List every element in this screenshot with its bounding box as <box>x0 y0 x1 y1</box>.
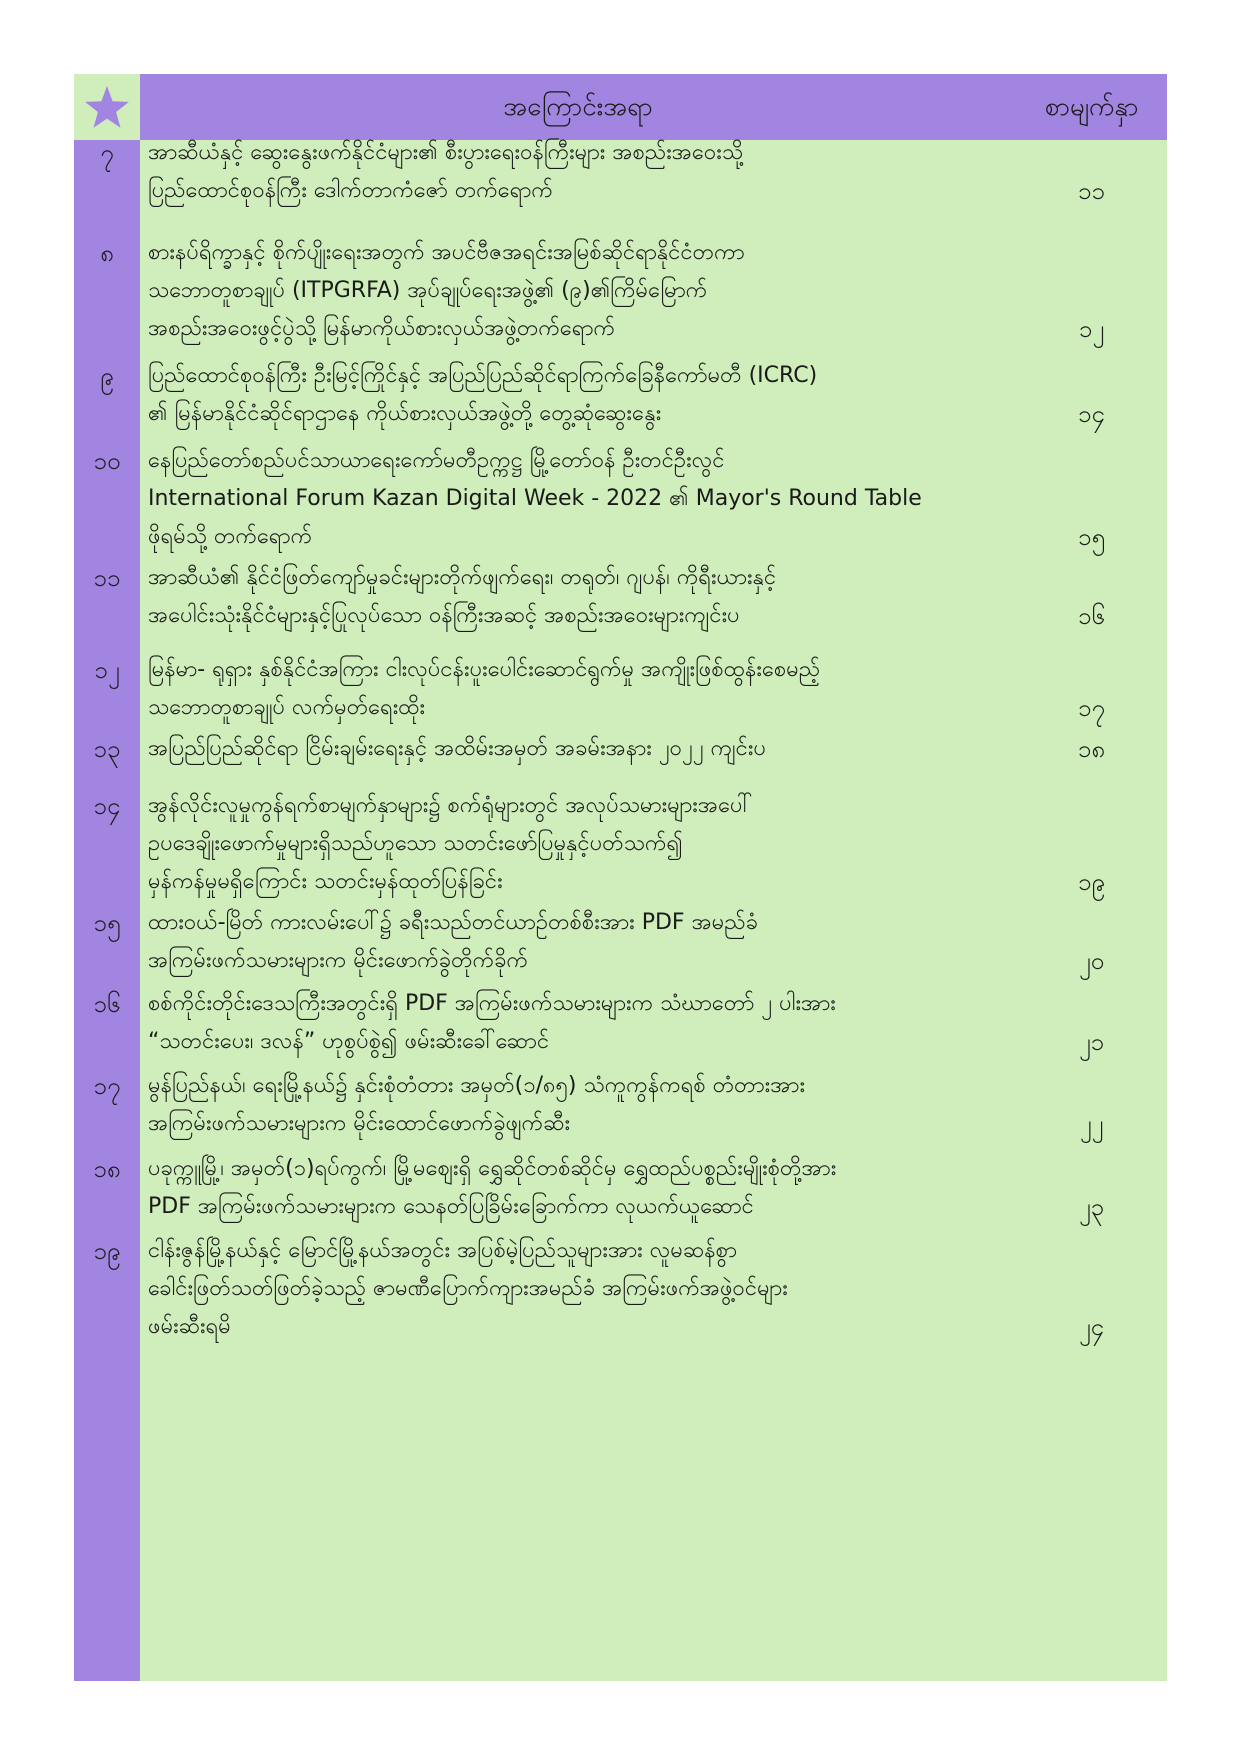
entry-title <box>148 787 1008 901</box>
entry-title-line: နေပြည်တော်စည်ပင်သာယာရေးကော်မတီဥက္ကဋ္ဌ မြို့တော်ဝန် ဦးတင်ဦးလွင် <box>148 448 725 473</box>
star-icon <box>84 85 130 129</box>
header-page-label: စာမျက်နှာ <box>1044 92 1139 122</box>
entry-title <box>148 730 1008 768</box>
entry-title-line: အပေါင်းသုံးနိုင်ငံများနှင့်ပြုလုပ်သော ဝန်ကြီးအဆင့် အစည်းအဝေးများကျင်းပ <box>148 603 740 628</box>
entry-page-number: ၁၈ <box>1077 735 1106 763</box>
star-cell <box>74 74 140 140</box>
entry-title-line: ၏ မြန်မာနိုင်ငံဆိုင်ရာဌာနေ ကိုယ်စားလှယ်အဖွဲ့တို့ တွေ့ဆုံဆွေးနွေး <box>148 401 662 426</box>
entry-title-line: အကြမ်းဖက်သမားများက မိုင်းဖောက်ခွဲတိုက်ခိုက် <box>148 948 529 973</box>
entry-title-line: သဘောတူစာချုပ် (ITPGRFA) အုပ်ချုပ်ရေးအဖွဲ့၏ (၉)၏ကြိမ်မြောက် <box>148 278 708 303</box>
entry-title-line: ဖမ်းဆီးရမိ <box>148 1314 231 1339</box>
entry-number: ၁၉ <box>93 1237 121 1265</box>
entry-number: ၁၄ <box>93 792 121 820</box>
entry-page-number: ၁၅ <box>1078 523 1105 551</box>
entry-number: ၁၅ <box>93 909 121 937</box>
entry-title-line: ခေါင်းဖြတ်သတ်ဖြတ်ခဲ့သည့် ဇာမဏီပြောက်ကျားအမည်ခံ အကြမ်းဖက်အဖွဲ့ဝင်များ <box>148 1276 788 1301</box>
entry-title-line: ဥပဒေချိုးဖောက်မှုများရှိသည်ဟူသော သတင်းဖော်ပြမှုနှင့်ပတ်သက်၍ <box>148 831 683 856</box>
entry-title-line: International Forum Kazan Digital Week - 2022 ၏ Mayor's Round Table <box>148 486 922 511</box>
entry-title-line: “သတင်းပေး၊ ဒလန်” ဟုစွပ်စွဲ၍ ဖမ်းဆီးခေါ်ဆောင် <box>148 1029 550 1054</box>
header-title: အကြောင်းအရာ <box>503 92 653 122</box>
entry-number: ၁၃ <box>93 735 121 763</box>
entry-title-line: PDF အကြမ်းဖက်သမားများက သေနတ်ပြခြိမ်းခြောက်ကာ လုယက်ယူဆောင် <box>148 1194 754 1219</box>
entry-number: ၁၈ <box>93 1155 121 1183</box>
entry-title-line: စားနပ်ရိက္ခာနှင့် စိုက်ပျိုးရေးအတွက် အပင်ဗီဇအရင်းအမြစ်ဆိုင်ရာနိုင်ငံတကာ <box>148 240 745 265</box>
entry-title <box>148 559 1008 635</box>
entry-page-number: ၁၄ <box>1078 400 1105 428</box>
toc-header <box>74 74 1167 140</box>
entry-title-line: စစ်ကိုင်းတိုင်းဒေသကြီးအတွင်းရှိ PDF အကြမ်းဖက်သမားများက သံဃာတော် ၂ ပါးအား <box>148 991 836 1016</box>
entry-title <box>148 985 1008 1061</box>
entry-title-line: ငါန်းဇွန်မြို့နယ်နှင့် မြောင်မြို့နယ်အတွင်း အပြစ်မဲ့ပြည်သူများအား လူမဆန်စွာ <box>148 1238 738 1263</box>
entry-number: ၉ <box>100 362 114 390</box>
entry-page-number: ၂၂ <box>1079 1110 1104 1138</box>
entry-page-number: ၂၄ <box>1078 1313 1105 1341</box>
entry-title-line: မှန်ကန်မှုမရှိကြောင်း သတင်းမှန်ထုတ်ပြန်ခြင်း <box>148 869 503 894</box>
entry-title-line: မြန်မာ- ရုရှား နှစ်နိုင်ငံအကြား ငါးလုပ်ငန်းပူးပေါင်းဆောင်ရွက်မှု အကျိုးဖြစ်ထွန်းစေမည့် <box>148 657 821 682</box>
entry-page-number: ၂၀ <box>1078 947 1105 975</box>
entry-title <box>148 904 1008 980</box>
entry-title <box>148 357 1008 433</box>
entry-title <box>148 1150 1008 1226</box>
entry-title-line: သဘောတူစာချုပ် လက်မှတ်ရေးထိုး <box>148 695 426 720</box>
entry-title <box>148 651 1008 727</box>
entry-title <box>148 234 1008 348</box>
entry-title-line: ပခုက္ကူမြို့၊ အမှတ်(၁)ရပ်ကွက်၊ မြို့မဈေးရှိ ရွှေဆိုင်တစ်ဆိုင်မှ ရွှေထည်ပစ္စည်းမျိုးစုံတို့အား <box>148 1156 837 1181</box>
entry-page-number: ၁၁ <box>1078 177 1105 205</box>
entry-title-line: ပြည်ထောင်စုဝန်ကြီး ဦးမြင့်ကြိုင်နှင့် အပြည်ပြည်ဆိုင်ရာကြက်ခြေနီကော်မတီ (ICRC) <box>148 363 818 388</box>
entry-page-number: ၂၁ <box>1078 1028 1105 1056</box>
entry-number: ၇ <box>100 139 114 167</box>
table-of-contents <box>74 74 1167 1681</box>
entry-title-line: အာဆီယံ၏ နိုင်ငံဖြတ်ကျော်မှုခင်းများတိုက်ဖျက်ရေး၊ တရုတ်၊ ဂျပန်၊ ကိုရီးယားနှင့် <box>148 565 777 590</box>
entry-page-number: ၁၇ <box>1078 694 1105 722</box>
entry-number: ၁၀ <box>93 447 121 475</box>
entry-page-number: ၂၃ <box>1078 1193 1105 1221</box>
entry-number: ၈ <box>100 239 114 267</box>
entry-title <box>148 442 1008 556</box>
entry-page-number: ၁၆ <box>1078 602 1105 630</box>
entry-page-number: ၁၂ <box>1078 315 1105 343</box>
entry-title-line: ပြည်ထောင်စုဝန်ကြီး ဒေါက်တာကံဇော် တက်ရောက် <box>148 178 553 203</box>
entry-title <box>148 1067 1008 1143</box>
entry-title-line: အစည်းအဝေးဖွင့်ပွဲသို့ မြန်မာကိုယ်စားလှယ်အဖွဲ့တက်ရောက် <box>148 316 616 341</box>
entry-title-line: အပြည်ပြည်ဆိုင်ရာ ငြိမ်းချမ်းရေးနှင့် အထိမ်းအမှတ် အခမ်းအနား ၂၀၂၂ ကျင်းပ <box>148 736 767 761</box>
entry-title <box>148 134 1008 210</box>
entry-title-line: မွန်ပြည်နယ်၊ ရေးမြို့နယ်၌ နှင်းစုံတံတား အမှတ်(၁/၈၅) သံကူကွန်ကရစ် တံတားအား <box>148 1073 806 1098</box>
entry-title-line: အကြမ်းဖက်သမားများက မိုင်းထောင်ဖောက်ခွဲဖျက်ဆီး <box>148 1111 571 1136</box>
entry-title-line: ဖိုရမ်သို့ တက်ရောက် <box>148 524 313 549</box>
entry-number: ၁၇ <box>93 1072 121 1100</box>
entry-title-line: အာဆီယံနှင့် ဆွေးနွေးဖက်နိုင်ငံများ၏ စီးပွားရေးဝန်ကြီးများ အစည်းအဝေးသို့ <box>148 140 744 165</box>
entry-title-line: အွန်လိုင်းလူမှုကွန်ရက်စာမျက်နှာများ၌ စက်ရုံများတွင် အလုပ်သမားများအပေါ် <box>148 793 753 818</box>
entry-title-line: ထားဝယ်-မြိတ် ကားလမ်းပေါ်၌ ခရီးသည်တင်ယာဉ်တစ်စီးအား PDF အမည်ခံ <box>148 910 758 935</box>
entry-number: ၁၁ <box>93 564 121 592</box>
entry-number: ၁၆ <box>93 990 121 1018</box>
entry-number: ၁၂ <box>94 656 120 684</box>
entry-title <box>148 1232 1008 1346</box>
number-column <box>74 74 140 1681</box>
entry-page-number: ၁၉ <box>1078 868 1105 896</box>
